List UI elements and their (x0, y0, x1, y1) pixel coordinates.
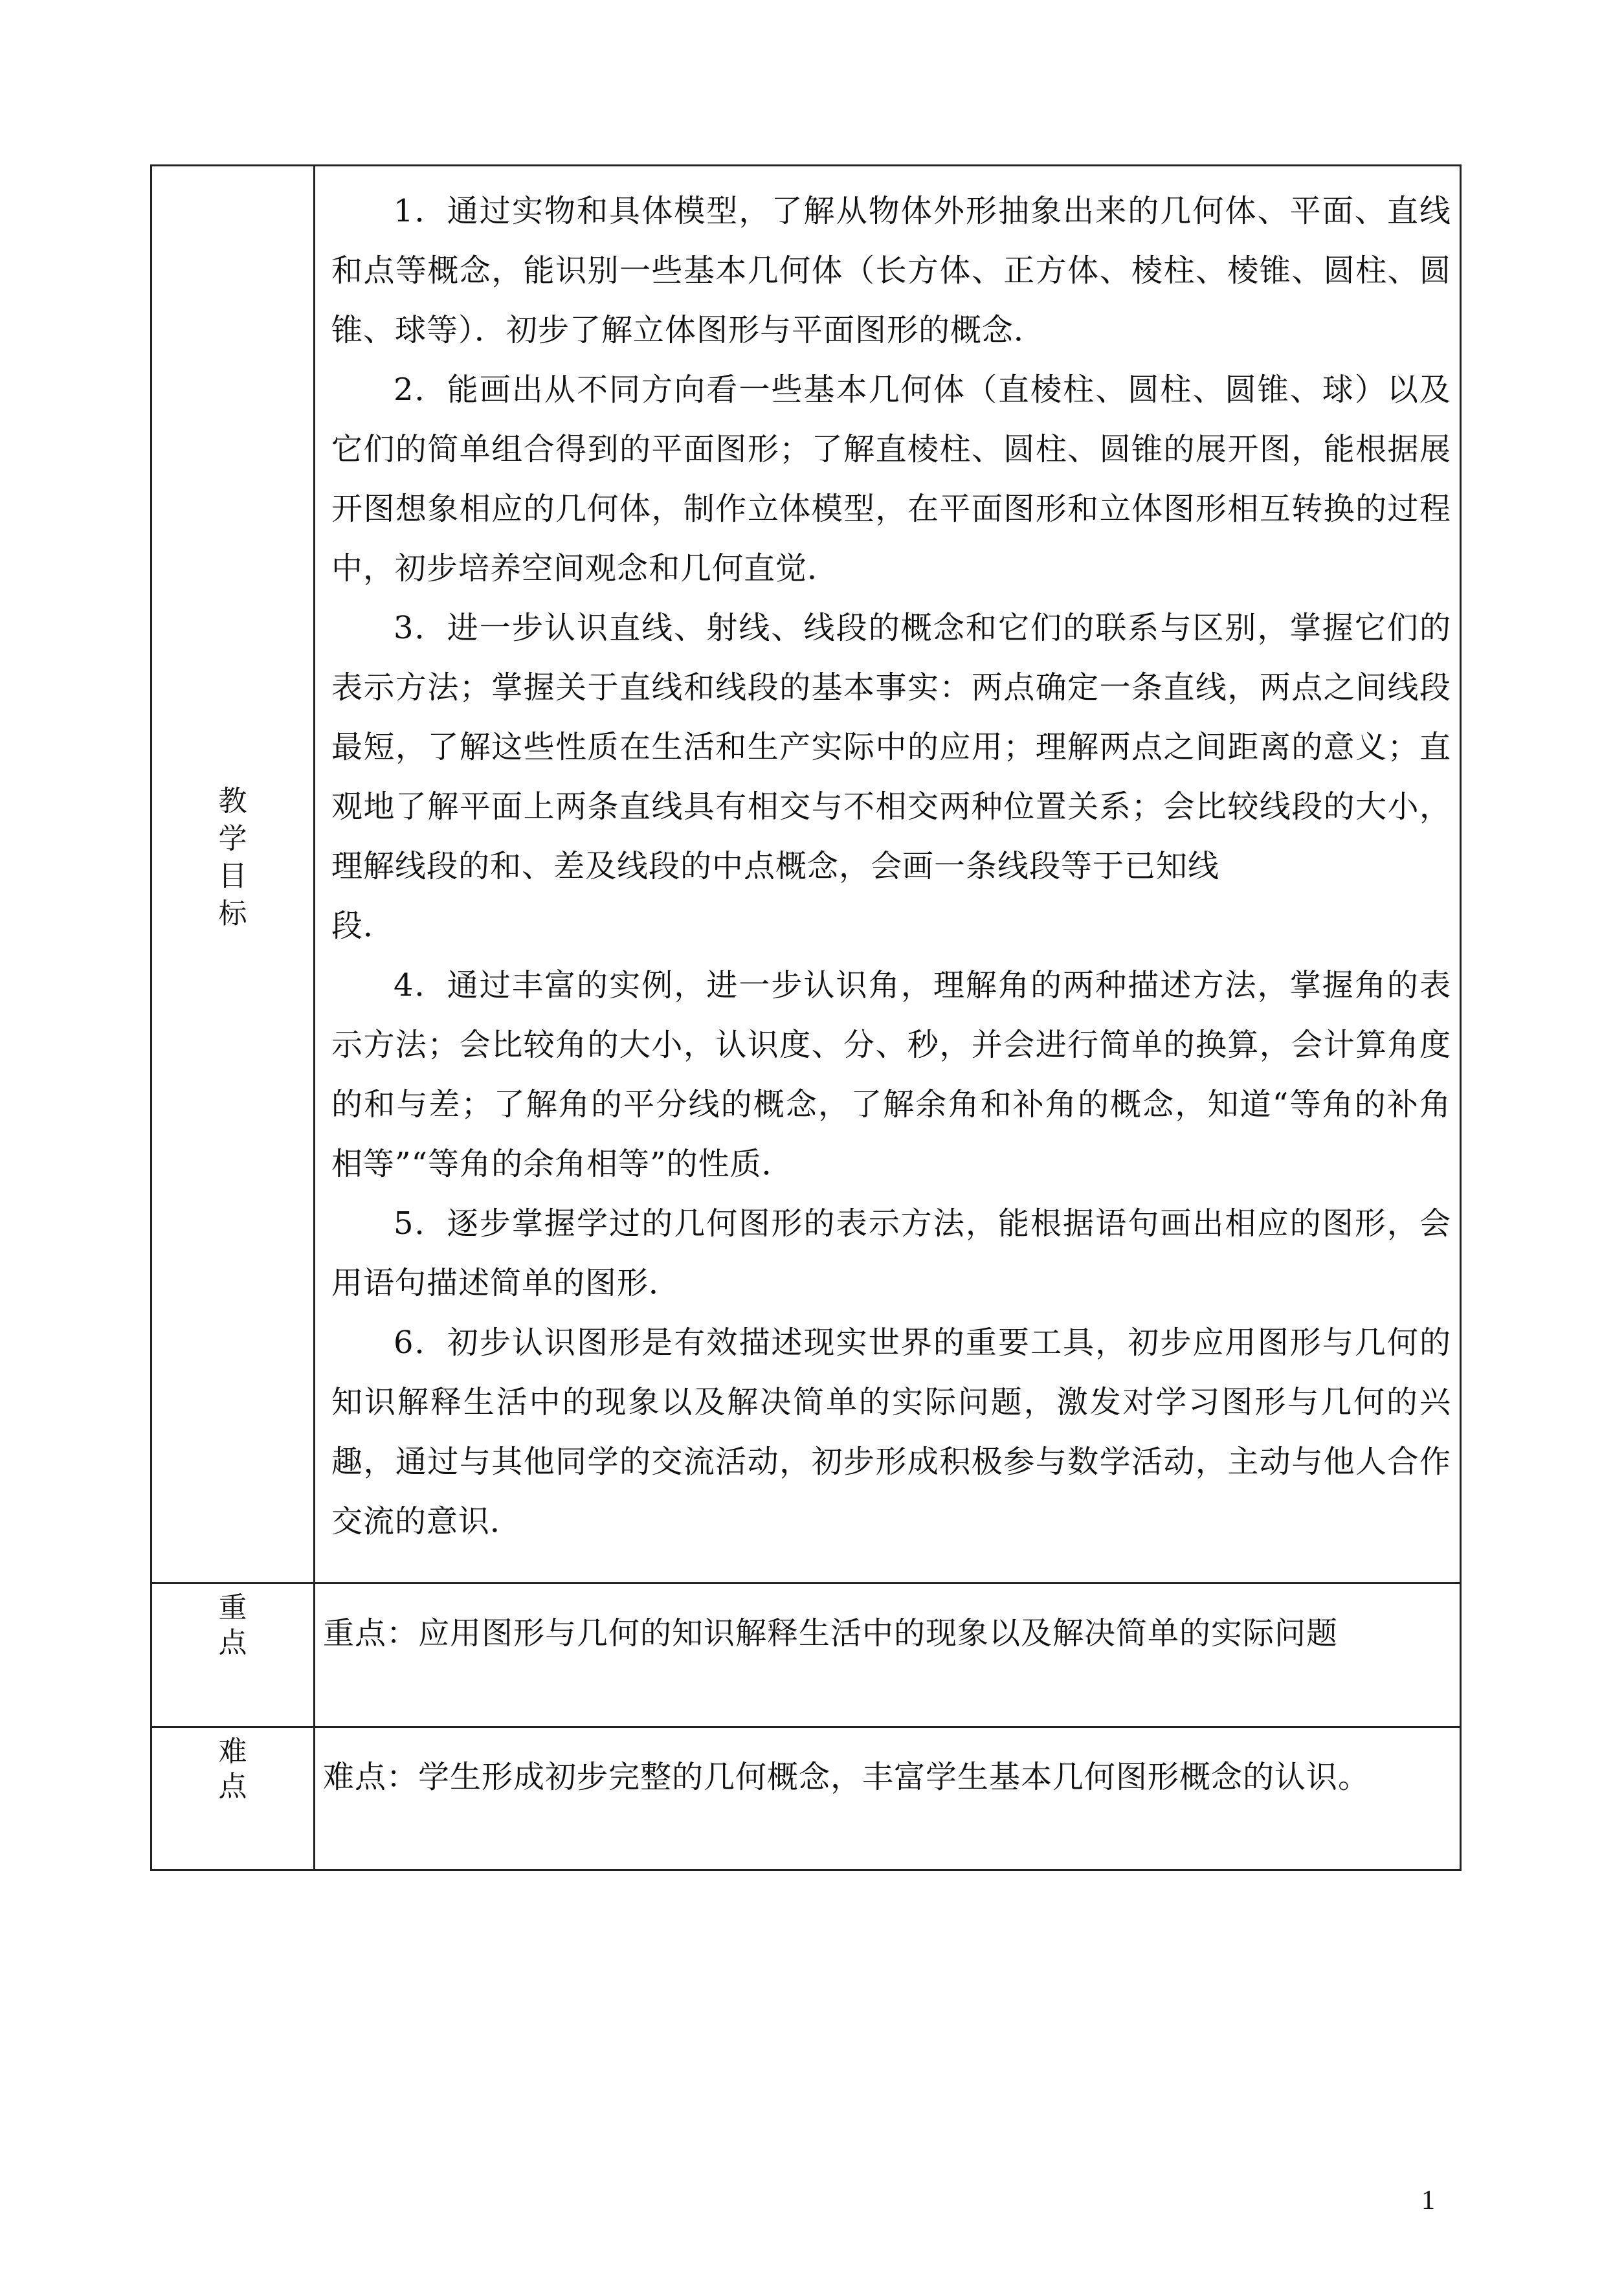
teaching-goals-label (152, 783, 313, 933)
goal-paragraph-6: 6．初步认识图形是有效描述现实世界的重要工具，初步应用图形与几何的知识解释生活中的现象以及解决简单的实际问题，激发对学习图形与几何的兴趣，通过与其他同学的交流活动，初步形成积极参与数学活动，主动与他人合作交流的意识． (331, 1325, 1451, 1539)
page-number: 1 (1421, 2186, 1435, 2215)
goal-paragraph-1: 1．通过实物和具体模型，了解从物体外形抽象出来的几何体、平面、直线和点等概念，能识别一些基本几何体（长方体、正方体、棱柱、棱锥、圆柱、圆锥、球等）．初步了解立体图形与平面图形的概念． (331, 193, 1451, 348)
label-char: 学 (218, 822, 247, 855)
key-point-row (152, 1584, 1460, 1728)
difficult-point-label (152, 1734, 313, 1804)
label-char: 难 (218, 1735, 247, 1768)
teaching-goals-content (331, 181, 1451, 1551)
difficult-point-row (152, 1728, 1460, 1869)
label-char: 教 (218, 785, 247, 818)
goal-paragraph-3-tail: 段． (331, 908, 395, 944)
key-point-text: 重点：应用图形与几何的知识解释生活中的现象以及解决简单的实际问题 (323, 1615, 1339, 1651)
goal-paragraph-4: 4．通过丰富的实例，进一步认识角，理解角的两种描述方法，掌握角的表示方法；会比较角的大小，认识度、分、秒，并会进行简单的换算，会计算角度的和与差；了解角的平分线的概念，了解余角和补角的概念，知道“等角的补角相等”“等角的余角相等”的性质． (331, 967, 1451, 1182)
goal-paragraph-5: 5．逐步掌握学过的几何图形的表示方法，能根据语句画出相应的图形，会用语句描述简单的图形． (331, 1205, 1451, 1301)
label-char: 点 (218, 1770, 247, 1803)
difficult-point-text: 难点：学生形成初步完整的几何概念，丰富学生基本几何图形概念的认识。 (323, 1759, 1370, 1795)
key-point-label-cell (152, 1584, 315, 1726)
teaching-goals-label-cell (152, 166, 315, 1582)
label-char: 目 (218, 860, 247, 893)
goal-paragraph-3: 3．进一步认识直线、射线、线段的概念和它们的联系与区别，掌握它们的表示方法；掌握关于直线和线段的基本事实：两点确定一条直线，两点之间线段最短，了解这些性质在生活和生产实际中的应用；理解两点之间距离的意义；直观地了解平面上两条直线具有相交与不相交两种位置关系；会比较线段的大小，理解线段的和、差及线段的中点概念，会画一条线段等于已知线 (331, 610, 1451, 884)
label-char: 点 (218, 1626, 247, 1659)
difficult-point-label-cell (152, 1728, 315, 1869)
label-char: 重 (218, 1591, 247, 1624)
label-char: 标 (218, 897, 247, 930)
goal-paragraph-2: 2．能画出从不同方向看一些基本几何体（直棱柱、圆柱、圆锥、球）以及它们的简单组合得到的平面图形；了解直棱柱、圆柱、圆锥的展开图，能根据展开图想象相应的几何体，制作立体模型，在平面图形和立体图形相互转换的过程中，初步培养空间观念和几何直觉． (331, 372, 1451, 587)
key-point-label (152, 1591, 313, 1661)
